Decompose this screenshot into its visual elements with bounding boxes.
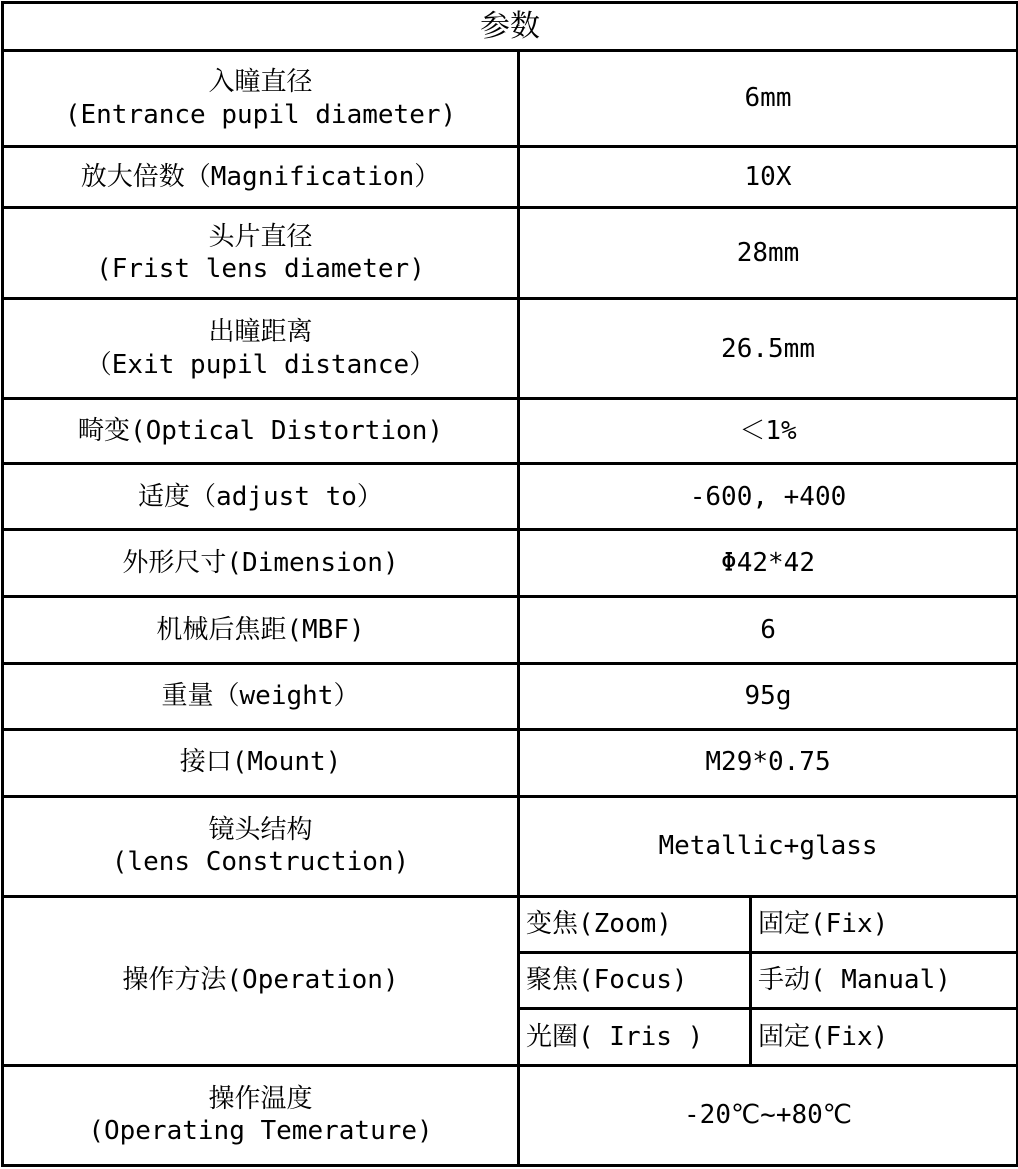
- row-value: 26.5mm: [519, 299, 1018, 399]
- row-label: 重量（weight）: [3, 663, 519, 729]
- operation-item-name: 聚焦(Focus): [519, 952, 751, 1008]
- row-label: [3, 51, 519, 147]
- table-row: [3, 796, 1018, 896]
- row-value: -20℃~+80℃: [519, 1065, 1018, 1165]
- row-value: Metallic+glass: [519, 796, 1018, 896]
- spec-table: [1, 1, 1018, 1167]
- table-row: [3, 299, 1018, 399]
- table-row: [3, 597, 1018, 663]
- label-en: (Operating Temerature): [88, 1116, 433, 1147]
- row-value: ＜1%: [519, 399, 1018, 464]
- row-label: 畸变(Optical Distortion): [3, 399, 519, 464]
- row-value: M29*0.75: [519, 729, 1018, 796]
- label-cn: 操作温度: [208, 1083, 313, 1114]
- label-en: （Exit pupil distance）: [85, 349, 436, 380]
- operation-item-name: 光圈( Iris ): [519, 1008, 751, 1065]
- row-value: 95g: [519, 663, 1018, 729]
- row-value: 6mm: [519, 51, 1018, 147]
- table-row: [3, 51, 1018, 147]
- label-cn: 头片直径: [208, 221, 313, 252]
- table-row: [3, 208, 1018, 299]
- label-en: (lens Construction): [111, 847, 410, 878]
- operation-row: [3, 896, 1018, 952]
- row-value: 6: [519, 597, 1018, 663]
- row-value: 10X: [519, 147, 1018, 208]
- table-title: 参数: [3, 3, 1018, 51]
- row-value: -600, +400: [519, 464, 1018, 530]
- operation-item-value: 固定(Fix): [751, 1008, 1018, 1065]
- row-value: 28mm: [519, 208, 1018, 299]
- table-row: [3, 530, 1018, 597]
- table-row: [3, 729, 1018, 796]
- operation-item-name: 变焦(Zoom): [519, 896, 751, 952]
- row-value: Φ42*42: [519, 530, 1018, 597]
- table-row: [3, 399, 1018, 464]
- table-row: [3, 464, 1018, 530]
- label-cn: 入瞳直径: [208, 67, 313, 98]
- row-label: 外形尺寸(Dimension): [3, 530, 519, 597]
- label-cn: 出瞳距离: [208, 317, 313, 348]
- table-row: [3, 1065, 1018, 1165]
- table-row: [3, 147, 1018, 208]
- row-label: [3, 208, 519, 299]
- row-label: 接口(Mount): [3, 729, 519, 796]
- title-row: [3, 3, 1018, 51]
- operation-label: 操作方法(Operation): [3, 896, 519, 1065]
- operation-item-value: 固定(Fix): [751, 896, 1018, 952]
- row-label: [3, 299, 519, 399]
- label-en: (Frist lens diameter): [96, 254, 425, 285]
- row-label: [3, 1065, 519, 1165]
- table-row: [3, 663, 1018, 729]
- row-label: 放大倍数（Magnification）: [3, 147, 519, 208]
- label-cn: 镜头结构: [208, 814, 313, 845]
- row-label: 机械后焦距(MBF): [3, 597, 519, 663]
- row-label: [3, 796, 519, 896]
- label-en: (Entrance pupil diameter): [64, 99, 457, 130]
- operation-item-value: 手动( Manual): [751, 952, 1018, 1008]
- row-label: 适度（adjust to）: [3, 464, 519, 530]
